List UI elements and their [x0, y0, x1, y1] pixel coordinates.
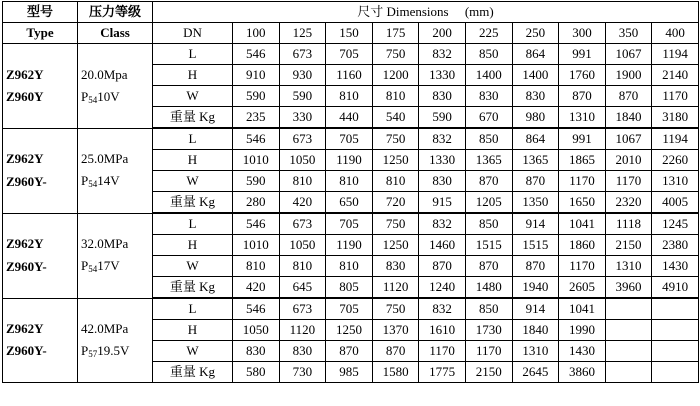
value-cell: 870: [512, 171, 559, 192]
class-p: P: [81, 173, 89, 189]
row-label: L: [153, 298, 233, 320]
row-label: 重量 Kg: [153, 277, 233, 299]
value-cell: 1170: [559, 256, 606, 277]
dn-value: 200: [419, 23, 466, 44]
value-cell: 1400: [512, 65, 559, 86]
value-cell: 1900: [605, 65, 652, 86]
type-cell: [3, 298, 78, 383]
value-cell: 810: [326, 256, 373, 277]
row-label: 重量 Kg: [153, 362, 233, 383]
value-cell: 330: [279, 107, 326, 129]
row-label: L: [153, 128, 233, 150]
value-cell: 2150: [605, 235, 652, 256]
dn-value: 100: [233, 23, 280, 44]
dn-value: 125: [279, 23, 326, 44]
value-cell: 1310: [512, 341, 559, 362]
value-cell: 810: [372, 171, 419, 192]
class-line-1: 42.0MPa: [81, 321, 129, 337]
value-cell: 1650: [559, 192, 606, 214]
value-cell: 2605: [559, 277, 606, 299]
value-cell: 1330: [419, 150, 466, 171]
value-cell: 280: [233, 192, 280, 214]
value-cell: 805: [326, 277, 373, 299]
row-label: W: [153, 86, 233, 107]
value-cell: 915: [419, 192, 466, 214]
value-cell: 810: [233, 256, 280, 277]
value-cell: 1940: [512, 277, 559, 299]
value-cell: 870: [419, 256, 466, 277]
value-cell: 870: [465, 171, 512, 192]
value-cell: 3960: [605, 277, 652, 299]
value-cell: 1118: [605, 213, 652, 235]
value-cell: 830: [419, 86, 466, 107]
value-cell: 1310: [559, 107, 606, 129]
dn-value: 400: [652, 23, 699, 44]
value-cell: 1194: [652, 44, 699, 65]
dimensions-unit: (mm): [464, 3, 494, 19]
value-cell: 980: [512, 107, 559, 129]
value-cell: 850: [465, 213, 512, 235]
value-cell: [652, 341, 699, 362]
value-cell: 1190: [326, 150, 373, 171]
class-cell: [78, 128, 153, 213]
value-cell: 1865: [559, 150, 606, 171]
value-cell: 864: [512, 44, 559, 65]
value-cell: 1350: [512, 192, 559, 214]
value-cell: 830: [419, 171, 466, 192]
value-cell: 830: [512, 86, 559, 107]
value-cell: 1194: [652, 128, 699, 150]
type-cell: [3, 44, 78, 129]
row-label: W: [153, 171, 233, 192]
value-cell: 870: [605, 86, 652, 107]
value-cell: 991: [559, 128, 606, 150]
value-cell: 1430: [652, 256, 699, 277]
value-cell: 1010: [233, 150, 280, 171]
value-cell: 864: [512, 128, 559, 150]
value-cell: [605, 298, 652, 320]
class-subscript: 57: [88, 349, 98, 360]
value-cell: 705: [326, 44, 373, 65]
value-cell: 1160: [326, 65, 373, 86]
value-cell: 1120: [279, 320, 326, 341]
value-cell: 3860: [559, 362, 606, 383]
value-cell: 1730: [465, 320, 512, 341]
value-cell: 2140: [652, 65, 699, 86]
value-cell: 1860: [559, 235, 606, 256]
header-row-2: [3, 23, 699, 44]
row-label: W: [153, 256, 233, 277]
value-cell: 914: [512, 298, 559, 320]
class-p: P: [81, 258, 89, 274]
dimensions-title-text: 尺寸 Dimensions: [357, 3, 449, 19]
value-cell: 1250: [372, 235, 419, 256]
value-cell: 540: [372, 107, 419, 129]
row-label: 重量 Kg: [153, 107, 233, 129]
value-cell: 930: [279, 65, 326, 86]
value-cell: 590: [233, 86, 280, 107]
value-cell: 673: [279, 128, 326, 150]
value-cell: 2645: [512, 362, 559, 383]
value-cell: 1515: [512, 235, 559, 256]
type-line-2: Z960Y-: [6, 173, 47, 189]
value-cell: 2320: [605, 192, 652, 214]
value-cell: 870: [326, 341, 373, 362]
class-subscript: 54: [88, 94, 98, 105]
value-cell: 546: [233, 213, 280, 235]
value-cell: 1170: [559, 171, 606, 192]
value-cell: 830: [372, 256, 419, 277]
class-subscript: 54: [88, 264, 98, 275]
value-cell: 670: [465, 107, 512, 129]
header-row-1: [3, 2, 699, 23]
type-cell: [3, 213, 78, 298]
value-cell: 832: [419, 44, 466, 65]
value-cell: 1170: [605, 171, 652, 192]
value-cell: 1990: [559, 320, 606, 341]
value-cell: [652, 362, 699, 383]
class-cell: [78, 44, 153, 129]
dn-value: 175: [372, 23, 419, 44]
row-label: H: [153, 65, 233, 86]
class-header-cn: 压力等级: [78, 2, 153, 23]
type-line-2: Z960Y: [6, 88, 44, 104]
value-cell: 750: [372, 298, 419, 320]
value-cell: 832: [419, 298, 466, 320]
value-cell: 1067: [605, 128, 652, 150]
value-cell: 1170: [465, 341, 512, 362]
type-header-cn: 型号: [3, 2, 78, 23]
type-cell: [3, 128, 78, 213]
value-cell: 750: [372, 128, 419, 150]
value-cell: 1775: [419, 362, 466, 383]
value-cell: 2150: [465, 362, 512, 383]
value-cell: 1430: [559, 341, 606, 362]
value-cell: 810: [326, 171, 373, 192]
value-cell: 1245: [652, 213, 699, 235]
value-cell: 546: [233, 128, 280, 150]
class-cell: [78, 213, 153, 298]
class-line-1: 25.0MPa: [81, 151, 129, 167]
value-cell: 832: [419, 213, 466, 235]
class-rest: 14V: [97, 173, 120, 189]
value-cell: 673: [279, 44, 326, 65]
row-label: 重量 Kg: [153, 192, 233, 214]
dimensions-title: [153, 2, 699, 23]
value-cell: 850: [465, 298, 512, 320]
row-label: H: [153, 320, 233, 341]
value-cell: 1760: [559, 65, 606, 86]
dn-value: 225: [465, 23, 512, 44]
value-cell: 991: [559, 44, 606, 65]
value-cell: 1400: [465, 65, 512, 86]
value-cell: 850: [465, 128, 512, 150]
dn-value: 250: [512, 23, 559, 44]
class-line-1: 32.0MPa: [81, 236, 129, 252]
value-cell: 1050: [279, 235, 326, 256]
value-cell: 420: [279, 192, 326, 214]
row-label: W: [153, 341, 233, 362]
value-cell: 985: [326, 362, 373, 383]
value-cell: 1480: [465, 277, 512, 299]
value-cell: 870: [559, 86, 606, 107]
type-line-2: Z960Y-: [6, 343, 47, 359]
value-cell: 914: [512, 213, 559, 235]
class-rest: 10V: [97, 88, 120, 104]
value-cell: 1041: [559, 213, 606, 235]
type-line-1: Z962Y: [6, 151, 44, 167]
value-cell: 1460: [419, 235, 466, 256]
value-cell: 1250: [326, 320, 373, 341]
class-rest: 17V: [97, 258, 120, 274]
value-cell: 750: [372, 213, 419, 235]
value-cell: 750: [372, 44, 419, 65]
value-cell: 1120: [372, 277, 419, 299]
value-cell: 546: [233, 298, 280, 320]
value-cell: 590: [233, 171, 280, 192]
value-cell: 832: [419, 128, 466, 150]
value-cell: 1840: [605, 107, 652, 129]
class-line-2: [81, 255, 152, 277]
value-cell: 830: [465, 86, 512, 107]
value-cell: 810: [279, 171, 326, 192]
value-cell: [605, 320, 652, 341]
type-header-en: Type: [3, 23, 78, 44]
value-cell: 1010: [233, 235, 280, 256]
dn-value: 350: [605, 23, 652, 44]
value-cell: 850: [465, 44, 512, 65]
value-cell: 673: [279, 298, 326, 320]
value-cell: 1200: [372, 65, 419, 86]
value-cell: 910: [233, 65, 280, 86]
value-cell: [605, 341, 652, 362]
value-cell: 705: [326, 213, 373, 235]
class-line-2: [81, 340, 152, 362]
value-cell: 1050: [279, 150, 326, 171]
dn-value: 300: [559, 23, 606, 44]
row-label: H: [153, 235, 233, 256]
value-cell: 546: [233, 44, 280, 65]
value-cell: 1515: [465, 235, 512, 256]
value-cell: 1170: [419, 341, 466, 362]
value-cell: 1041: [559, 298, 606, 320]
value-cell: 705: [326, 128, 373, 150]
dimensions-table: [2, 1, 699, 383]
type-line-1: Z962Y: [6, 236, 44, 252]
value-cell: 590: [419, 107, 466, 129]
value-cell: 1365: [465, 150, 512, 171]
value-cell: 4910: [652, 277, 699, 299]
value-cell: 4005: [652, 192, 699, 214]
value-cell: 1190: [326, 235, 373, 256]
value-cell: 2260: [652, 150, 699, 171]
value-cell: 1365: [512, 150, 559, 171]
table-row: [3, 298, 699, 320]
value-cell: 1250: [372, 150, 419, 171]
class-line-2: [81, 86, 152, 108]
value-cell: 830: [233, 341, 280, 362]
value-cell: 3180: [652, 107, 699, 129]
value-cell: 673: [279, 213, 326, 235]
value-cell: 590: [279, 86, 326, 107]
value-cell: 1205: [465, 192, 512, 214]
dn-label: DN: [153, 23, 233, 44]
dn-value: 150: [326, 23, 373, 44]
value-cell: 810: [372, 86, 419, 107]
value-cell: 1580: [372, 362, 419, 383]
value-cell: 1050: [233, 320, 280, 341]
value-cell: 720: [372, 192, 419, 214]
table-row: [3, 44, 699, 65]
value-cell: 870: [512, 256, 559, 277]
class-line-1: 20.0Mpa: [81, 66, 128, 82]
row-label: L: [153, 213, 233, 235]
value-cell: 1170: [652, 86, 699, 107]
value-cell: 810: [326, 86, 373, 107]
value-cell: [605, 362, 652, 383]
class-cell: [78, 298, 153, 383]
table-body: [3, 44, 699, 383]
value-cell: 1240: [419, 277, 466, 299]
type-line-1: Z962Y: [6, 321, 44, 337]
row-label: H: [153, 150, 233, 171]
value-cell: 580: [233, 362, 280, 383]
value-cell: [652, 320, 699, 341]
value-cell: 440: [326, 107, 373, 129]
value-cell: 2380: [652, 235, 699, 256]
value-cell: 650: [326, 192, 373, 214]
value-cell: 420: [233, 277, 280, 299]
class-p: P: [81, 343, 89, 359]
value-cell: 870: [465, 256, 512, 277]
type-line-2: Z960Y-: [6, 258, 47, 274]
row-label: L: [153, 44, 233, 65]
class-subscript: 54: [88, 179, 98, 190]
value-cell: 870: [372, 341, 419, 362]
value-cell: 1067: [605, 44, 652, 65]
value-cell: [652, 298, 699, 320]
class-header-en: Class: [78, 23, 153, 44]
type-line-1: Z962Y: [6, 66, 44, 82]
value-cell: 705: [326, 298, 373, 320]
value-cell: 830: [279, 341, 326, 362]
value-cell: 2010: [605, 150, 652, 171]
value-cell: 1310: [605, 256, 652, 277]
value-cell: 235: [233, 107, 280, 129]
value-cell: 730: [279, 362, 326, 383]
value-cell: 810: [279, 256, 326, 277]
value-cell: 1310: [652, 171, 699, 192]
value-cell: 645: [279, 277, 326, 299]
value-cell: 1610: [419, 320, 466, 341]
class-line-2: [81, 170, 152, 192]
value-cell: 1330: [419, 65, 466, 86]
table-row: [3, 213, 699, 235]
value-cell: 1840: [512, 320, 559, 341]
class-rest: 19.5V: [97, 343, 130, 359]
value-cell: 1370: [372, 320, 419, 341]
table-row: [3, 128, 699, 150]
class-p: P: [81, 88, 89, 104]
